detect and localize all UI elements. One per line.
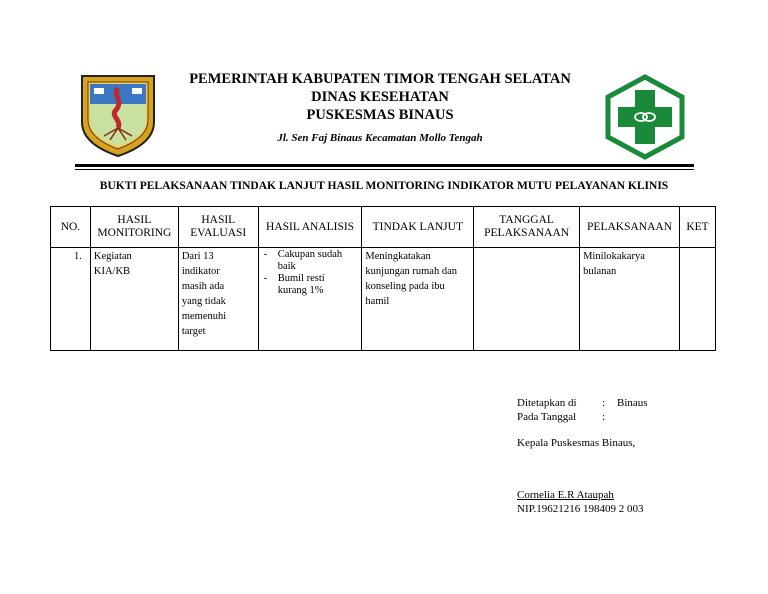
ditetapkan-value: Binaus (617, 397, 648, 409)
cell-monitoring (90, 248, 178, 351)
header-hasil-evaluasi (178, 207, 258, 248)
cell-line: memenuhi (181, 311, 227, 322)
cell-line: Cakupan sudah (277, 249, 343, 260)
cell-line: Meningkatakan (365, 251, 431, 262)
header-tindak-lanjut: TINDAK LANJUT (362, 207, 474, 248)
cell-line: masih ada (181, 281, 225, 292)
letterhead-divider (75, 164, 694, 167)
cell-no: 1. (51, 248, 91, 351)
cell-analisis (258, 248, 362, 351)
cell-line: bulanan (583, 266, 617, 277)
header-no: NO. (51, 207, 91, 248)
bullet-dash: - (263, 249, 268, 260)
cell-line: Dari 13 (181, 251, 214, 262)
letterhead (150, 70, 610, 144)
header-text: PELAKSANAAN (484, 227, 570, 239)
cell-ket (680, 248, 716, 351)
header-pelaksanaan: PELAKSANAAN (580, 207, 680, 248)
cell-line: Minilokakarya (583, 251, 645, 262)
clinic-name: PUSKESMAS BINAUS (306, 107, 454, 123)
document-title: BUKTI PELAKSANAAN TINDAK LANJUT HASIL MONITORING INDIKATOR MUTU PELAYANAN KLINIS (99, 180, 669, 192)
cell-line: kunjungan rumah dan (365, 266, 457, 277)
bullet-dash: - (263, 273, 268, 284)
signer-position: Kepala Puskesmas Binaus, (517, 437, 636, 449)
colon: : (602, 411, 606, 423)
puskesmas-cross-icon (602, 74, 688, 160)
header-text: TANGGAL (499, 214, 554, 226)
agency-name: DINAS KESEHATAN (311, 89, 449, 105)
list-item (262, 273, 359, 297)
cell-line: target (181, 326, 206, 337)
signature-block (517, 396, 648, 516)
header-text: EVALUASI (190, 227, 247, 239)
cell-tanggal (474, 248, 580, 351)
cell-line: KIA/KB (93, 266, 131, 277)
header-text: HASIL (201, 214, 236, 226)
letterhead-divider-thin (75, 169, 694, 170)
regency-crest-logo (76, 70, 160, 158)
cell-line: baik (277, 261, 296, 272)
cell-pelaksanaan (580, 248, 680, 351)
list-item (262, 249, 359, 273)
monitoring-table (50, 206, 716, 351)
tanggal-row (517, 410, 648, 424)
table-row (51, 248, 716, 351)
colon: : (602, 397, 606, 409)
analisis-list (262, 249, 359, 297)
cell-line: konseling pada ibu (365, 281, 445, 292)
header-text: MONITORING (97, 227, 172, 239)
cell-line: kurang 1% (277, 285, 324, 296)
signer-nip: NIP.19621216 198409 2 003 (517, 503, 644, 515)
cell-line: Kegiatan (93, 251, 132, 262)
header-tanggal-pelaksanaan (474, 207, 580, 248)
header-text: HASIL (117, 214, 152, 226)
cell-line: yang tidak (181, 296, 226, 307)
table-header-row (51, 207, 716, 248)
cell-line: indikator (181, 266, 220, 277)
signer-name: Cornelia E.R Ataupah (517, 489, 614, 501)
ditetapkan-row (517, 396, 648, 410)
cell-tindak-lanjut (362, 248, 474, 351)
header-hasil-analisis: HASIL ANALISIS (258, 207, 362, 248)
cell-line: Bumil resti (277, 273, 325, 284)
cell-evaluasi (178, 248, 258, 351)
tanggal-label: Pada Tanggal (517, 411, 577, 423)
header-hasil-monitoring (90, 207, 178, 248)
address: Jl. Sen Faj Binaus Kecamatan Mollo Tengah (277, 132, 483, 144)
cell-line: hamil (365, 296, 390, 307)
header-ket: KET (680, 207, 716, 248)
ditetapkan-label: Ditetapkan di (517, 397, 577, 409)
government-name: PEMERINTAH KABUPATEN TIMOR TENGAH SELATAN (189, 71, 571, 87)
